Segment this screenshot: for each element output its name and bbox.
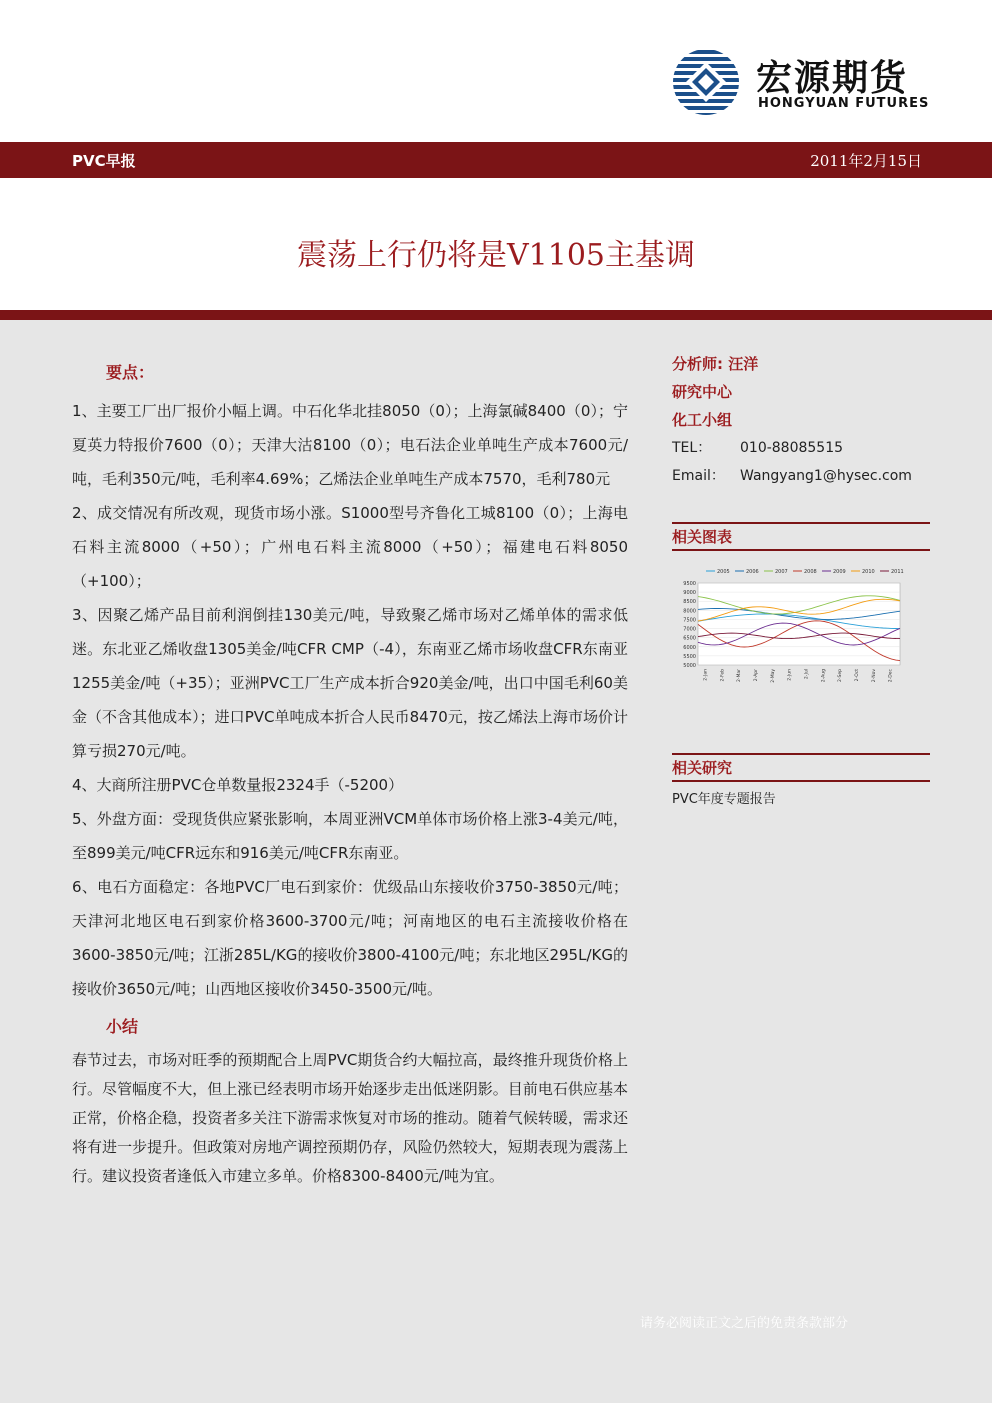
y-tick-label: 5500 [683,653,696,660]
email-value[interactable]: Wangyang1@hysec.com [740,468,912,484]
email-label: Email： [672,468,725,484]
logo [672,48,930,118]
legend-label: 2008 [804,569,817,575]
legend-label: 2005 [717,569,730,575]
legend-label: 2009 [833,569,846,575]
y-tick-label: 6500 [683,635,696,642]
x-tick-label: 2-Oct [854,669,860,682]
header-bar [0,142,992,178]
analyst: 分析师: 汪洋 [672,355,759,373]
x-tick-label: 2-Jul [804,669,810,680]
point-4: 4、大商所注册PVC仓单数量报2324手（-5200） [72,776,404,794]
x-tick-label: 2-Sep [838,669,844,682]
key-points-heading: 要点： [106,363,155,382]
summary-text: 春节过去，市场对旺季的预期配合上周PVC期货合约大幅拉高，最终推升现货价格上行。尽管幅度不大，但上涨已经表明市场开始逐步走出低迷阴影。目前电石供应基本正常，价格企稳，投资者多关注下游需求恢复对市场的推动。随着气候转暖，需求还将有进一步提升。但政策对房地产调控预期仍存，风险仍然较大，短期表现为震荡上行。建议投资者逢低入市建立多单。价格8300-8400元/吨为宜。 [72,1051,628,1185]
logo-cn-text: 宏源期货 [756,58,909,99]
x-tick-label: 2-May [770,669,776,683]
y-tick-label: 7000 [683,626,696,633]
summary-heading: 小结 [106,1017,139,1036]
point-5: 5、外盘方面：受现货供应紧张影响，本周亚洲VCM单体市场价格上涨3-4美元/吨，至899美元/吨CFR远东和916美元/吨CFR东南亚。 [72,810,628,862]
group: 化工小组 [672,411,733,429]
charts-heading: 相关图表 [672,522,930,551]
research-heading: 相关研究 [672,753,930,782]
x-tick-label: 2-Nov [871,669,877,683]
x-tick-label: 2-Dec [888,669,894,683]
disclaimer-note: 请务必阅读正文之后的免责条款部分 [640,1316,849,1331]
title-divider [0,310,992,320]
sidebar [672,350,930,807]
legend-label: 2010 [862,569,875,575]
page-title: 震荡上行仍将是V1105主基调 [296,238,695,273]
y-tick-label: 9000 [683,590,696,597]
report-date: 2011年2月15日 [810,152,922,170]
legend-label: 2011 [891,569,904,575]
legend-label: 2006 [746,569,759,575]
plot-area [698,583,900,665]
y-tick-label: 7500 [683,617,696,624]
email-row [672,462,930,490]
legend-label: 2007 [775,569,788,575]
logo-en-text: HONGYUAN FUTURES [758,96,930,111]
x-tick-label: 2-Apr [753,669,759,682]
y-tick-label: 8000 [683,608,696,615]
main-content [72,356,628,1191]
point-3: 3、因聚乙烯产品目前利润倒挂130美元/吨，导致聚乙烯市场对乙烯单体的需求低迷。东北亚乙烯收盘1305美金/吨CFR CMP（-4），东南亚乙烯市场收盘CFR东南亚1255美金/吨（+35）；亚洲PVC工厂生产成本折合920美金/吨，出口中国毛利60美金（不含其他成本）；进口PVC单吨成本折合人民币8470元，按乙烯法上海市场价计算亏损270元/吨。 [72,606,628,760]
x-tick-label: 2-Jun [787,669,793,681]
department: 研究中心 [672,383,733,401]
hongyuan-logo-icon [672,48,740,116]
y-tick-label: 5000 [683,663,696,669]
research-item[interactable]: PVC年度专题报告 [672,792,776,807]
pvc-price-chart [672,565,902,695]
tel-label: TEL： [672,440,712,456]
x-tick-label: 2-Mar [737,669,743,682]
x-tick-label: 2-Aug [821,669,827,683]
y-tick-label: 9500 [683,581,696,587]
point-6: 6、电石方面稳定：各地PVC厂电石到家价：优级品山东接收价3750-3850元/吨；天津河北地区电石到家价格3600-3700元/吨；河南地区的电石主流接收价格在3600-3850元/吨；江浙285L/KG的接收价3800-4100元/吨；东北地区295L/KG的接收价3650元/吨；山西地区接收价3450-3500元/吨。 [72,878,628,998]
tel-value: 010-88085515 [740,440,844,456]
point-2: 2、成交情况有所改观，现货市场小涨。S1000型号齐鲁化工城8100（0）；上海电石料主流8000（+50）；广州电石料主流8000（+50）；福建电石料8050（+100）； [72,504,628,590]
y-tick-label: 6000 [683,644,696,651]
y-tick-label: 8500 [683,599,696,606]
tel-row [672,434,930,462]
point-1: 1、主要工厂出厂报价小幅上调。中石化华北挂8050（0）；上海氯碱8400（0）；宁夏英力特报价7600（0）；天津大沽8100（0）；电石法企业单吨生产成本7600元/吨，毛利350元/吨，毛利率4.69%；乙烯法企业单吨生产成本7570，毛利780元 [72,402,628,488]
x-tick-label: 2-Feb [720,669,726,682]
report-type: PVC早报 [72,152,136,170]
x-tick-label: 2-Jan [703,669,709,681]
